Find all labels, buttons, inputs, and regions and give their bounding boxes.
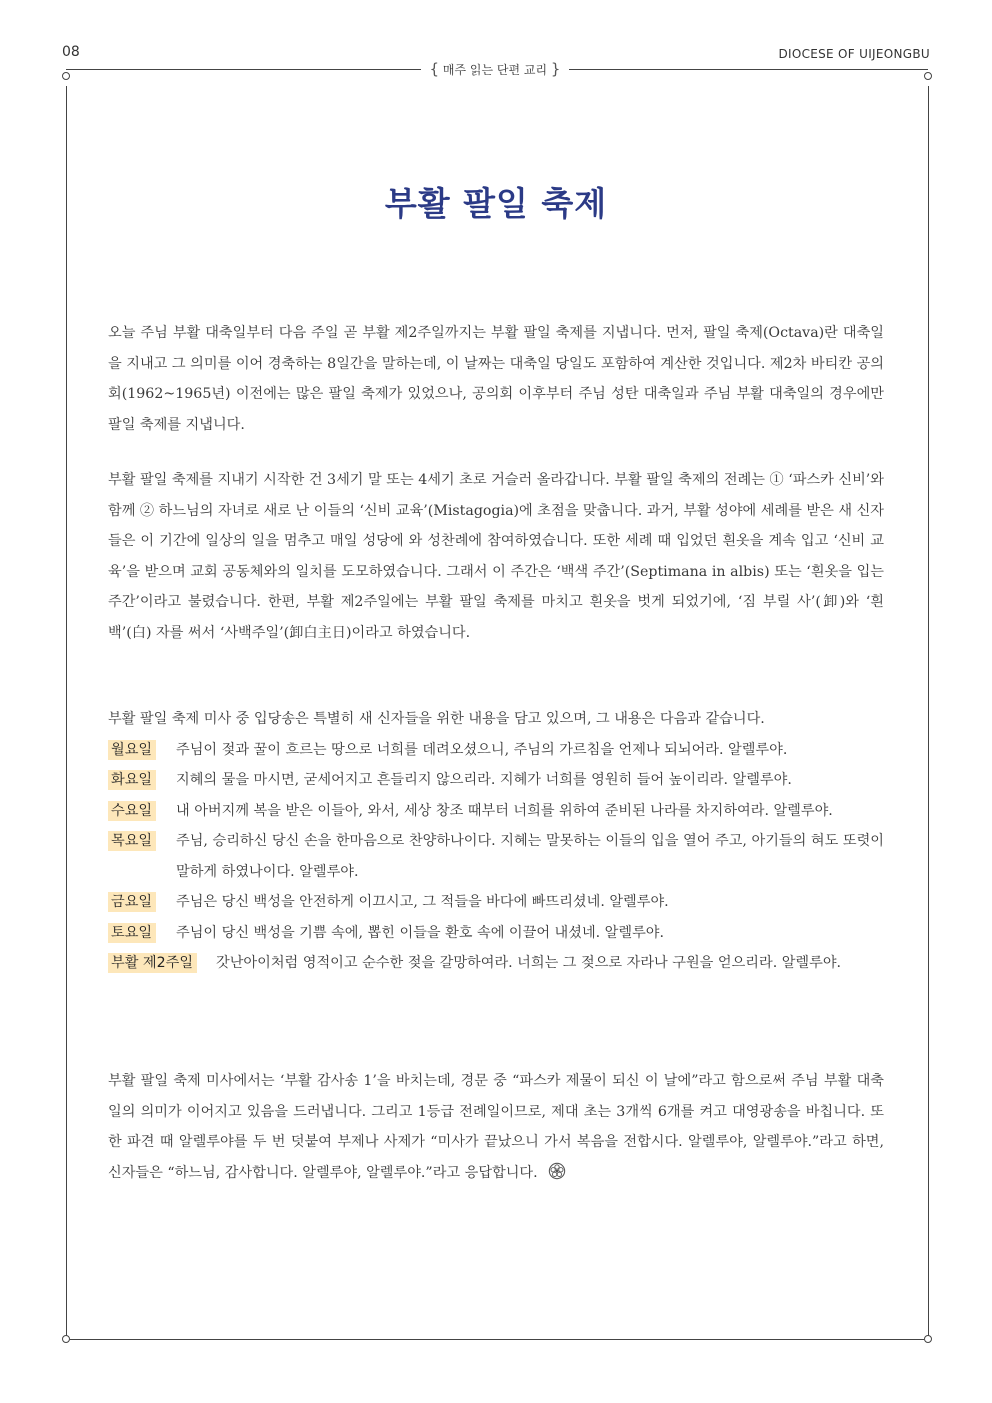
day-text: 지혜의 물을 마시면, 굳세어지고 흔들리지 않으리라. 지혜가 너희를 영원히 들어 높이리라. 알렐루야. (176, 772, 792, 788)
section-label (417, 59, 573, 79)
paragraph-text (108, 1066, 884, 1188)
day-label: 월요일 (108, 740, 156, 760)
day-label: 수요일 (108, 801, 156, 821)
day-text: 주님이 젖과 꿀이 흐르는 땅으로 너희를 데려오셨으니, 주님의 가르침을 언제나 되뇌어라. 알렐루야. (176, 741, 788, 758)
paragraph-text: 오늘 주님 부활 대축일부터 다음 주일 곧 부활 제2주일까지는 부활 팔일 축제를 지냅니다. 먼저, 팔일 축제(Octava)란 대축일을 지내고 그 의미를 이어 경축하는 8일간을 말하는데, 이 날짜는 대축일 당일도 포함하여 계산한 것입니다. 제2차 바티칸 공의회(1962~1965년) 이전에는 많은 팔일 축제가 있었으나, 공의회 이후부터 주님 성탄 대축일과 주님 부활 대축일의 경우에만 팔일 축제를 지냅니다. (108, 325, 884, 433)
day-item-friday (108, 887, 884, 918)
closing-text: 부활 팔일 축제 미사에서는 ‘부활 감사송 1’을 바치는데, 경문 중 “파스카 제물이 되신 이 날에”라고 함으로써 주님 부활 대축일의 의미가 이어지고 있음을 드러냅니다. 그리고 1등급 전례일이므로, 제대 초는 3개씩 6개를 켜고 대영광송을 바칩니다. 또한 파견 때 알렐루야를 두 번 덧붙여 부제나 사제가 “미사가 끝났으니 가서 복음을 전합시다. 알렐루야, 알렐루야.”라고 하면, 신자들은 “하느님, 감사합니다. 알렐루야, 알렐루야.”라고 응답합니다. (108, 1073, 884, 1181)
brace-open: { (429, 60, 440, 78)
page-number: 08 (62, 44, 80, 60)
flower-end-icon (548, 1162, 566, 1180)
frame-left (66, 86, 67, 1336)
day-label: 화요일 (108, 770, 156, 790)
day-text: 주님, 승리하신 당신 손을 한마음으로 찬양하나이다. 지혜는 말못하는 이들의 입을 열어 주고, 아기들의 혀도 또렷이 말하게 하였나이다. 알렐루야. (176, 833, 884, 880)
frame-corner-br (924, 1335, 932, 1343)
day-label: 금요일 (108, 892, 156, 912)
paragraph-text: 부활 팔일 축제를 지내기 시작한 건 3세기 말 또는 4세기 초로 거슬러 올라갑니다. 부활 팔일 축제의 전례는 ① ‘파스카 신비’와 함께 ② 하느님의 자녀로 새로 난 이들의 ‘신비 교육’(Mistagogia)에 초점을 맞춥니다. 과거, 부활 성야에 세례를 받은 새 신자들은 이 기간에 일상의 일을 멈추고 매일 성당에 와 성찬례에 참여하였습니다. 또한 세례 때 입었던 흰옷을 계속 입고 ‘신비 교육’을 받으며 교회 공동체와의 일치를 도모하였습니다. 그래서 이 주간은 ‘백색 주간’(Septimana in albis) 또는 ‘흰옷을 입는 주간’이라고 불렸습니다. 한편, 부활 제2주일에는 부활 팔일 축제를 마치고 흰옷을 벗게 되었기에, ‘짐 부릴 사’(卸)와 ‘흰 백’(白) 자를 써서 ‘사백주일’(卸白主日)이라고 하였습니다. (108, 472, 884, 641)
day-item-monday (108, 735, 884, 766)
day-text: 내 아버지께 복을 받은 이들아, 와서, 세상 창조 때부터 너희를 위하여 준비된 나라를 차지하여라. 알렐루야. (176, 802, 833, 819)
top-rule-right (569, 69, 928, 70)
brace-close: } (550, 60, 561, 78)
frame-corner-bl (62, 1335, 70, 1343)
frame-corner-tl (62, 72, 70, 80)
day-item-tuesday (108, 765, 884, 796)
top-rule-left (66, 69, 421, 70)
paragraph-entrance-antiphons (108, 704, 884, 979)
day-item-thursday (108, 826, 884, 887)
article-title: 부활 팔일 축제 (384, 184, 608, 223)
paragraph-octave-definition (108, 318, 884, 440)
paragraph-history (108, 465, 884, 648)
day-text: 주님이 당신 백성을 기쁨 속에, 뽑힌 이들을 환호 속에 이끌어 내셨네. 알렐루야. (176, 924, 664, 941)
day-label: 목요일 (108, 831, 156, 851)
day-item-second-sunday (108, 948, 884, 979)
day-text: 주님은 당신 백성을 안전하게 이끄시고, 그 적들을 바다에 빠뜨리셨네. 알렐루야. (176, 894, 669, 910)
bottom-rule (70, 1339, 924, 1340)
frame-corner-tr (924, 72, 932, 80)
day-text: 갓난아이처럼 영적이고 순수한 젖을 갈망하여라. 너희는 그 젖으로 자라나 구원을 얻으리라. 알렐루야. (216, 955, 842, 971)
day-label: 토요일 (108, 923, 156, 943)
day-item-wednesday (108, 796, 884, 827)
paragraph-text: 부활 팔일 축제 미사 중 입당송은 특별히 새 신자들을 위한 내용을 담고 있으며, 그 내용은 다음과 같습니다. (108, 711, 765, 727)
day-item-saturday (108, 918, 884, 949)
day-label: 부활 제2주일 (108, 953, 197, 973)
publication-name: DIOCESE OF UIJEONGBU (778, 47, 930, 61)
section-label-text: 매주 읽는 단편 교리 (442, 63, 548, 77)
frame-right (928, 86, 929, 1336)
paragraph-closing (108, 1066, 884, 1188)
